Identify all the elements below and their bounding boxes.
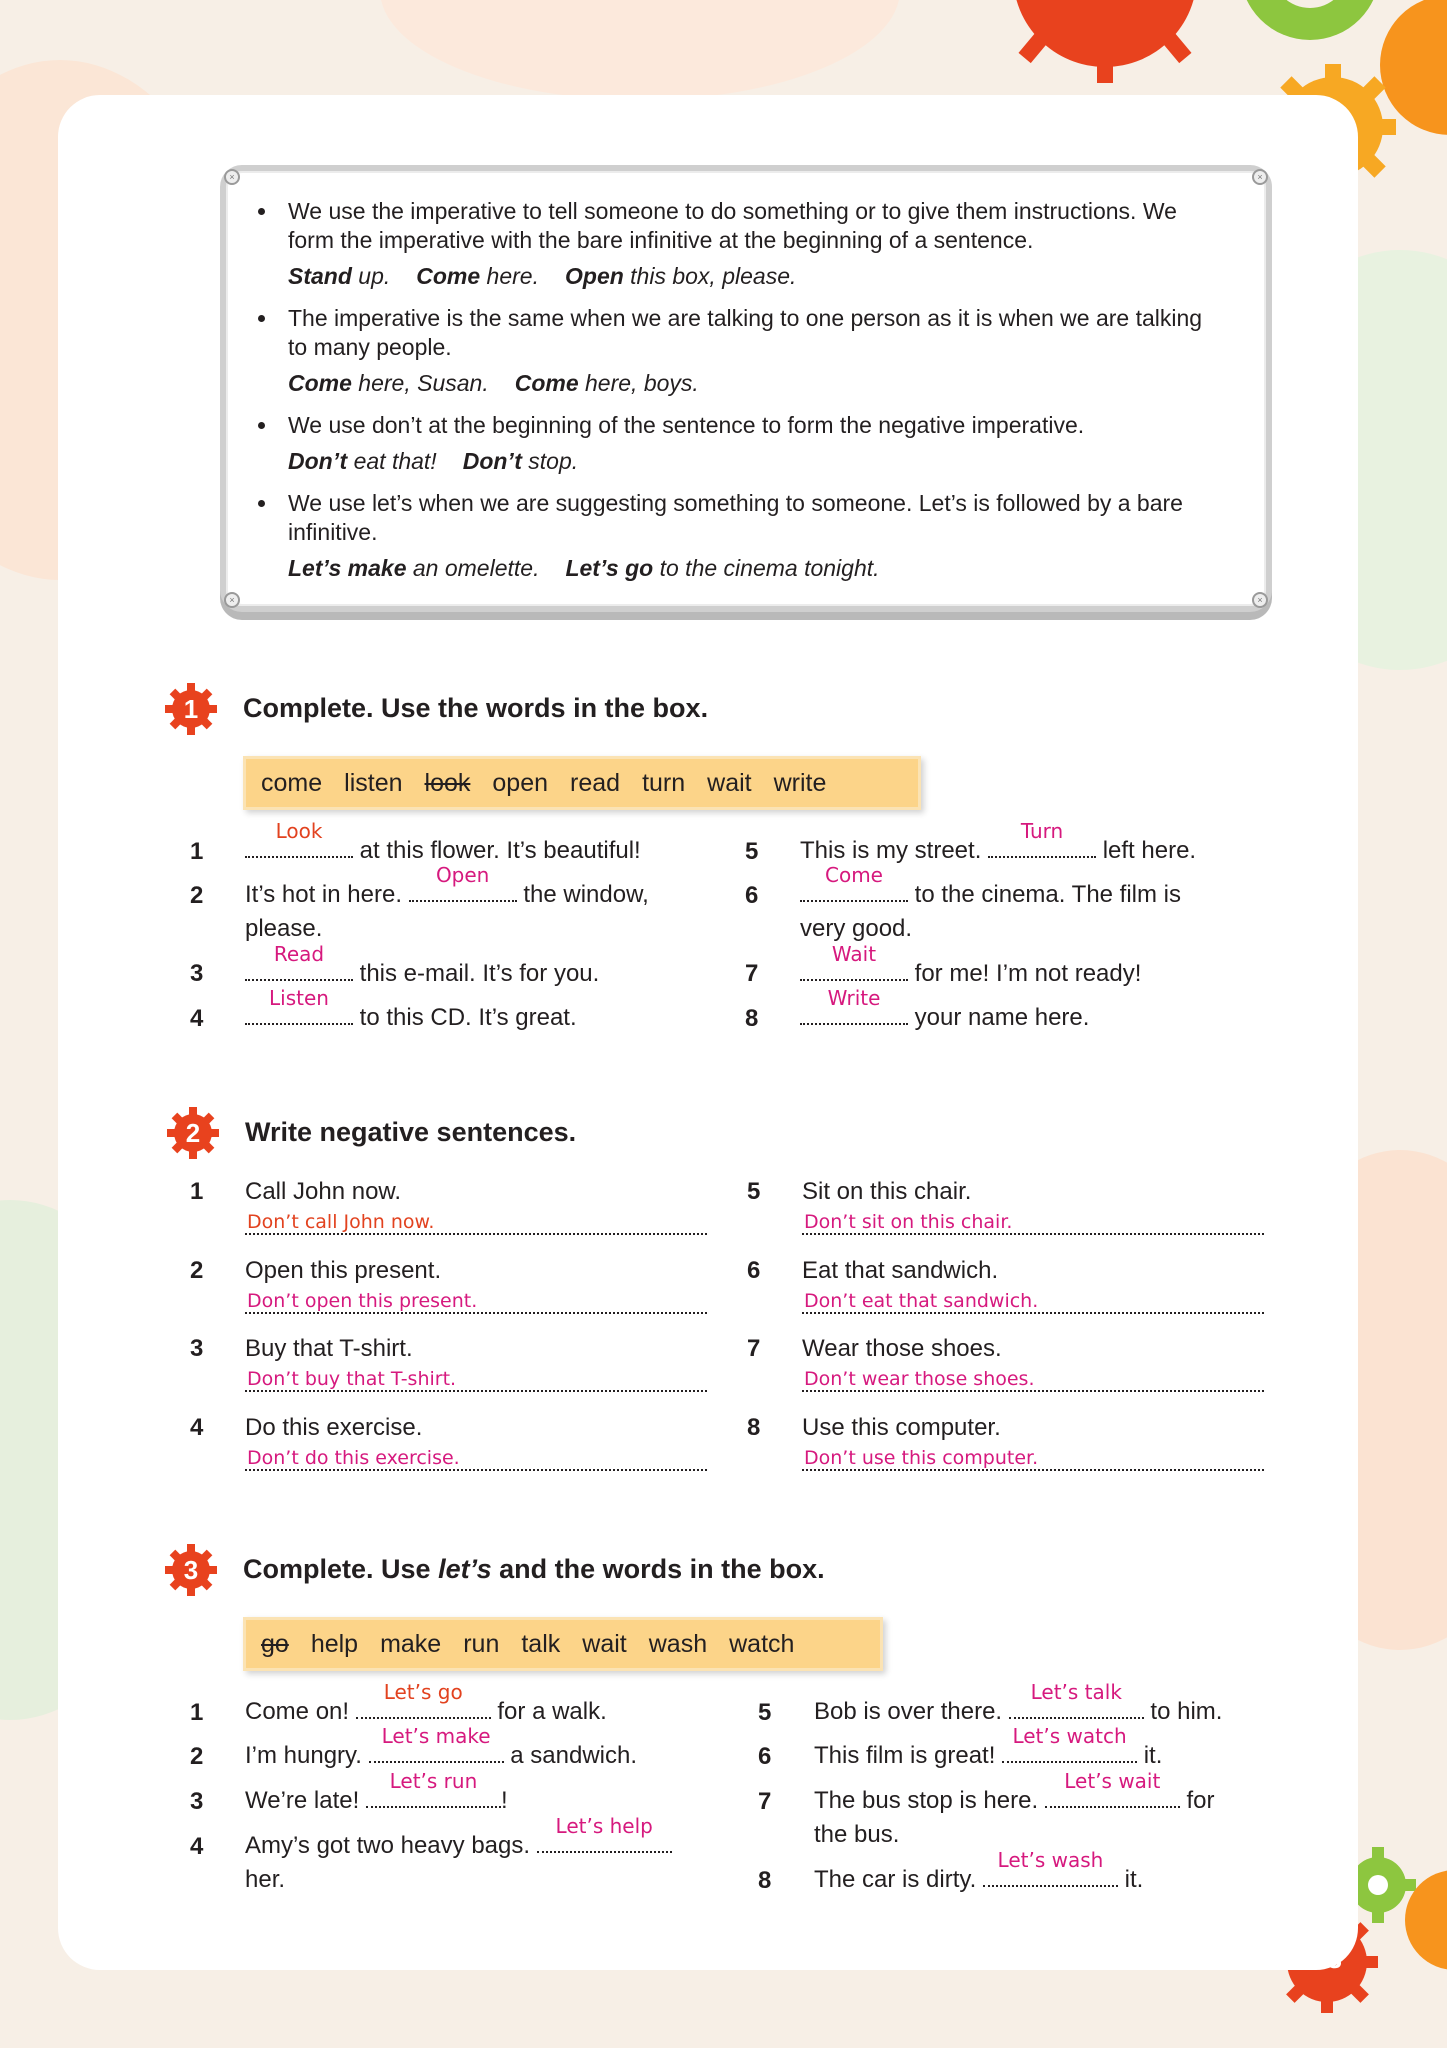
- grammar-point: [288, 489, 1226, 583]
- exercise-item: The bus stop is here. Let’s wait for the bus.: [814, 1769, 1215, 1848]
- grammar-point-text: We use the imperative to tell someone to do something or to give them instructions. We form the imperative with the bare infinitive at the beginning of a sentence.: [288, 198, 1177, 253]
- exercise-item: Amy’s got two heavy bags. Let’s help her.: [245, 1829, 672, 1897]
- gear-decoration-orange: [1405, 1860, 1447, 1980]
- grammar-examples: Stand up. Come here. Open this box, please.: [288, 263, 797, 289]
- exercise-badge: 1: [165, 683, 217, 735]
- item-number: 5: [758, 1699, 772, 1726]
- word: wait: [707, 768, 752, 797]
- answer-text: Let’s make: [381, 1724, 491, 1748]
- exercise-item: Wait for me! I’m not ready!: [800, 957, 1141, 991]
- exercise-item: Listen to this CD. It’s great.: [245, 1001, 577, 1035]
- item-number: 1: [190, 838, 204, 865]
- exercise-item: Look at this flower. It’s beautiful!: [245, 834, 641, 868]
- item-number: 3: [190, 1335, 204, 1362]
- answer-text: Don’t use this computer.: [804, 1447, 1039, 1469]
- screw-icon: ×: [1252, 592, 1268, 608]
- word-box: [243, 1617, 883, 1671]
- sentence-prompt: Open this present.: [245, 1257, 442, 1284]
- screw-icon: ×: [224, 169, 240, 185]
- grammar-point-text: The imperative is the same when we are talking to one person as it is when we are talking to many people.: [288, 305, 1203, 360]
- item-number: 2: [190, 1257, 204, 1284]
- answer-text: Let’s wash: [997, 1848, 1104, 1872]
- answer-text: Don’t wear those shoes.: [804, 1368, 1035, 1390]
- answer-line: [802, 1207, 1264, 1235]
- item-number: 2: [190, 882, 204, 909]
- answer-text: Open: [435, 863, 490, 887]
- exercise-item: Bob is over there. Let’s talk to him.: [814, 1680, 1223, 1725]
- word: wait: [582, 1629, 627, 1658]
- answer-text: Read: [273, 942, 325, 966]
- background-shape: [380, 0, 900, 100]
- sentence-prompt: Eat that sandwich.: [802, 1257, 999, 1284]
- exercise-item: This film is great! Let’s watch it.: [814, 1724, 1163, 1769]
- word: read: [570, 768, 621, 797]
- exercise-badge: 3: [165, 1544, 217, 1596]
- item-number: 3: [190, 960, 204, 987]
- item-number: 4: [190, 1005, 204, 1032]
- grammar-examples: Come here, Susan. Come here, boys.: [288, 370, 699, 396]
- item-number: 7: [758, 1788, 772, 1815]
- item-number: 6: [758, 1743, 772, 1770]
- answer-text: Don’t buy that T-shirt.: [247, 1368, 457, 1390]
- item-number: 5: [745, 838, 759, 865]
- word: open: [492, 768, 549, 797]
- answer-text: Turn: [1020, 819, 1064, 843]
- grammar-point: [288, 411, 1226, 476]
- exercise-item: Write your name here.: [800, 1001, 1089, 1035]
- item-number: 8: [758, 1867, 772, 1894]
- word-crossed-out: look: [424, 768, 471, 797]
- answer-text: Wait: [831, 942, 877, 966]
- grammar-point-text: We use let’s when we are suggesting something to someone. Let’s is followed by a bare infinitive.: [288, 490, 1183, 545]
- exercise-item: I’m hungry. Let’s make a sandwich.: [245, 1724, 638, 1769]
- answer-line: [245, 1207, 707, 1235]
- item-number: 4: [190, 1833, 204, 1860]
- exercise-item: It’s hot in here. Open the window, please.: [245, 863, 649, 942]
- word: write: [773, 768, 827, 797]
- answer-text: Let’s go: [383, 1680, 463, 1704]
- answer-text: Don’t call John now.: [247, 1211, 435, 1233]
- exercise-badge: 2: [167, 1107, 219, 1159]
- word: turn: [642, 768, 686, 797]
- sentence-prompt: Buy that T-shirt.: [245, 1335, 413, 1362]
- item-number: 7: [747, 1335, 761, 1362]
- item-number: 7: [745, 960, 759, 987]
- item-number: 4: [190, 1414, 204, 1441]
- answer-text: Don’t eat that sandwich.: [804, 1290, 1039, 1312]
- grammar-point: [288, 304, 1226, 398]
- item-number: 2: [190, 1743, 204, 1770]
- answer-text: Don’t do this exercise.: [247, 1447, 460, 1469]
- answer-text: Come: [825, 863, 883, 887]
- sentence-prompt: Call John now.: [245, 1178, 402, 1205]
- answer-line: [802, 1443, 1264, 1471]
- exercise-title: Write negative sentences.: [245, 1117, 577, 1147]
- grammar-point: [288, 197, 1226, 291]
- word: make: [380, 1629, 442, 1658]
- sentence-prompt: Sit on this chair.: [802, 1178, 972, 1205]
- word: come: [261, 768, 323, 797]
- answer-line: [245, 1286, 707, 1314]
- word: watch: [729, 1629, 795, 1658]
- exercise-item: Read this e-mail. It’s for you.: [245, 957, 599, 991]
- sentence-prompt: Do this exercise.: [245, 1414, 423, 1441]
- answer-text: Don’t open this present.: [247, 1290, 478, 1312]
- grammar-point-text: We use don’t at the beginning of the sentence to form the negative imperative.: [288, 412, 1085, 438]
- item-number: 6: [747, 1257, 761, 1284]
- grammar-points: [226, 171, 1266, 583]
- answer-text: Don’t sit on this chair.: [804, 1211, 1013, 1233]
- answer-text: Let’s talk: [1030, 1680, 1122, 1704]
- word: talk: [521, 1629, 561, 1658]
- grammar-box: [220, 165, 1272, 612]
- sentence-prompt: Use this computer.: [802, 1414, 1001, 1441]
- word: wash: [648, 1629, 708, 1658]
- word-crossed-out: go: [261, 1629, 289, 1658]
- item-number: 8: [745, 1005, 759, 1032]
- exercise-item: We’re late! Let’s run !: [245, 1769, 508, 1814]
- exercise-item: This is my street. Turn left here.: [800, 819, 1197, 864]
- item-number: 8: [747, 1414, 761, 1441]
- answer-text: Let’s run: [389, 1769, 478, 1793]
- exercise-title: Complete. Use the words in the box.: [243, 693, 709, 723]
- item-number: 5: [747, 1178, 761, 1205]
- item-number: 1: [190, 1178, 204, 1205]
- word: listen: [344, 768, 403, 797]
- screw-icon: ×: [224, 592, 240, 608]
- answer-text: Let’s wait: [1064, 1769, 1161, 1793]
- answer-text: Write: [827, 986, 881, 1010]
- item-number: 3: [190, 1788, 204, 1815]
- answer-line: [802, 1364, 1264, 1392]
- grammar-examples: Don’t eat that! Don’t stop.: [288, 448, 579, 474]
- grammar-examples: Let’s make an omelette. Let’s go to the cinema tonight.: [288, 555, 880, 581]
- item-number: 6: [745, 882, 759, 909]
- exercise-title: Complete. Use let’s and the words in the box.: [243, 1554, 825, 1584]
- exercise-item: The car is dirty. Let’s wash it.: [814, 1848, 1144, 1893]
- word: help: [310, 1629, 359, 1658]
- gear-decoration-red: [985, 0, 1225, 85]
- word: run: [463, 1629, 500, 1658]
- exercise-item: Come to the cinema. The film is very good.: [800, 863, 1181, 942]
- exercise-item: Come on! Let’s go for a walk.: [245, 1680, 607, 1725]
- answer-text: Listen: [269, 986, 329, 1010]
- answer-text: Let’s help: [555, 1814, 653, 1838]
- sentence-prompt: Wear those shoes.: [802, 1335, 1002, 1362]
- screw-icon: ×: [1252, 169, 1268, 185]
- item-number: 1: [190, 1699, 204, 1726]
- answer-text: Let’s watch: [1012, 1724, 1127, 1748]
- answer-line: [245, 1364, 707, 1392]
- word-box: [243, 756, 921, 810]
- answer-line: [245, 1443, 707, 1471]
- answer-line: [802, 1286, 1264, 1314]
- answer-text: Look: [275, 819, 323, 843]
